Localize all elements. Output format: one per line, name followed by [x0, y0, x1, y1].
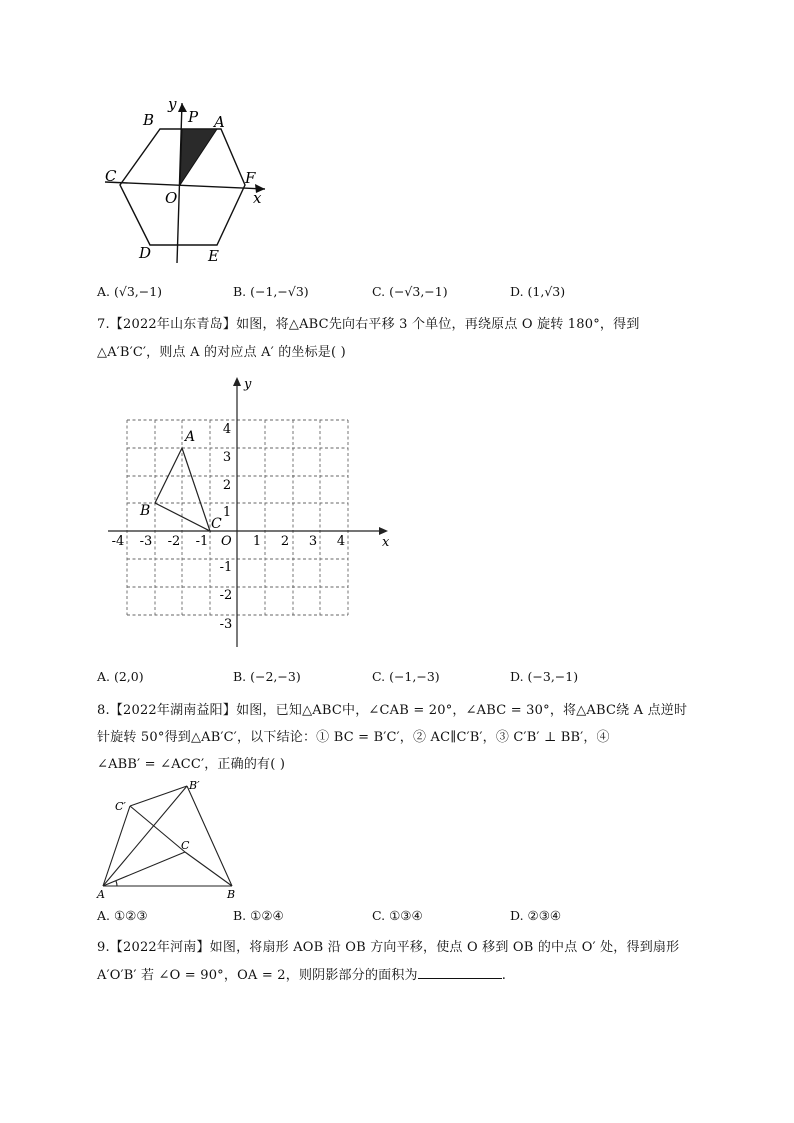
q9-text-line1: 9.【2022年河南】如图，将扇形 AOB 沿 OB 方向平移，使点 O 移到 OB 的中点 O′ 处，得到扇形 [97, 940, 680, 955]
y-tick-label: -1 [219, 560, 233, 575]
q6-option-a: A. (√3,−1) [97, 284, 163, 299]
segment-AC [103, 852, 185, 886]
x-tick-label: -2 [167, 534, 181, 549]
q7-text-line2: △A′B′C′，则点 A 的对应点 A′ 的坐标是( ) [97, 345, 346, 360]
label-P: P [188, 108, 199, 126]
q7-option-b: B. (−2,−3) [233, 669, 301, 684]
q8-text-line3: ∠ABB′ = ∠ACC′，正确的有( ) [97, 757, 286, 772]
shaded-triangle [180, 129, 217, 185]
q8-option-d: D. ②③④ [510, 908, 562, 923]
label-C: C [105, 167, 117, 185]
q7-option-a: A. (2,0) [97, 669, 144, 684]
axis-label-x: x [382, 535, 390, 550]
y-axis-arrow [178, 103, 187, 112]
point-label-A: A [185, 429, 196, 445]
q9-text-line2-main: A′O′B′ 若 ∠O = 90°，OA = 2，则阴影部分的面积为 [97, 968, 418, 983]
triangle-ABC [155, 448, 210, 531]
label-B: B [143, 111, 155, 129]
label-C: C [181, 839, 190, 852]
y-axis-arrow [233, 377, 241, 386]
label-y: y [168, 95, 177, 113]
point-label-C: C [211, 516, 222, 532]
rotation-figure [95, 778, 255, 903]
segment-CCp [130, 806, 185, 852]
q6-option-d: D. (1,√3) [510, 284, 566, 299]
q8-option-a: A. ①②③ [97, 908, 148, 923]
label-D: D [139, 244, 152, 262]
q7-text-line1: 7.【2022年山东青岛】如图，将△ABC先向右平移 3 个单位，再绕原点 O 旋转 180°，得到 [97, 317, 640, 332]
point-label-B: B [140, 503, 151, 519]
q8-text-line1: 8.【2022年湖南益阳】如图，已知△ABC中，∠CAB = 20°，∠ABC = 30°，将△ABC绕 A 点逆时 [97, 703, 688, 718]
origin-label: O [221, 534, 232, 549]
label-Bp: B′ [189, 779, 200, 792]
label-O: O [165, 189, 178, 207]
segment-BBp [187, 786, 232, 886]
y-tick-label: -2 [219, 588, 233, 603]
label-A: A [97, 888, 105, 901]
coordinate-grid-figure [100, 372, 400, 652]
x-tick-label: 1 [252, 534, 262, 549]
x-tick-label: 3 [308, 534, 318, 549]
y-tick-label: 2 [222, 478, 232, 493]
q9-text-line2-end: . [501, 968, 507, 983]
y-tick-label: 4 [222, 422, 232, 437]
segment-ACp [103, 806, 130, 886]
hexagon-figure [95, 95, 285, 270]
y-tick-label: 3 [222, 450, 232, 465]
q7-option-c: C. (−1,−3) [372, 669, 440, 684]
label-A: A [214, 113, 225, 131]
x-tick-label: 4 [336, 534, 346, 549]
x-tick-label: 2 [280, 534, 290, 549]
label-F: F [245, 169, 256, 187]
y-tick-label: -3 [219, 617, 233, 632]
x-axis [105, 182, 265, 189]
label-Cp: C′ [115, 800, 126, 813]
q9-text-line2 [97, 964, 506, 983]
q8-option-b: B. ①②④ [233, 908, 284, 923]
q8-option-c: C. ①③④ [372, 908, 423, 923]
q6-option-b: B. (−1,−√3) [233, 284, 309, 299]
label-x: x [253, 189, 262, 207]
q8-text-line2: 针旋转 50°得到△AB′C′，以下结论：① BC = B′C′，② AC∥C′B′，③ C′B′ ⊥ BB′，④ [97, 730, 610, 745]
y-tick-label: 1 [222, 505, 232, 520]
x-axis-arrow [379, 527, 388, 535]
x-tick-label: -4 [111, 534, 125, 549]
x-tick-label: -1 [195, 534, 209, 549]
x-tick-label: -3 [139, 534, 153, 549]
q7-option-d: D. (−3,−1) [510, 669, 579, 684]
label-B: B [227, 888, 236, 901]
answer-blank[interactable] [418, 966, 502, 979]
q6-option-c: C. (−√3,−1) [372, 284, 448, 299]
label-E: E [208, 247, 219, 265]
axis-label-y: y [244, 377, 252, 392]
angle-arc [116, 881, 117, 886]
